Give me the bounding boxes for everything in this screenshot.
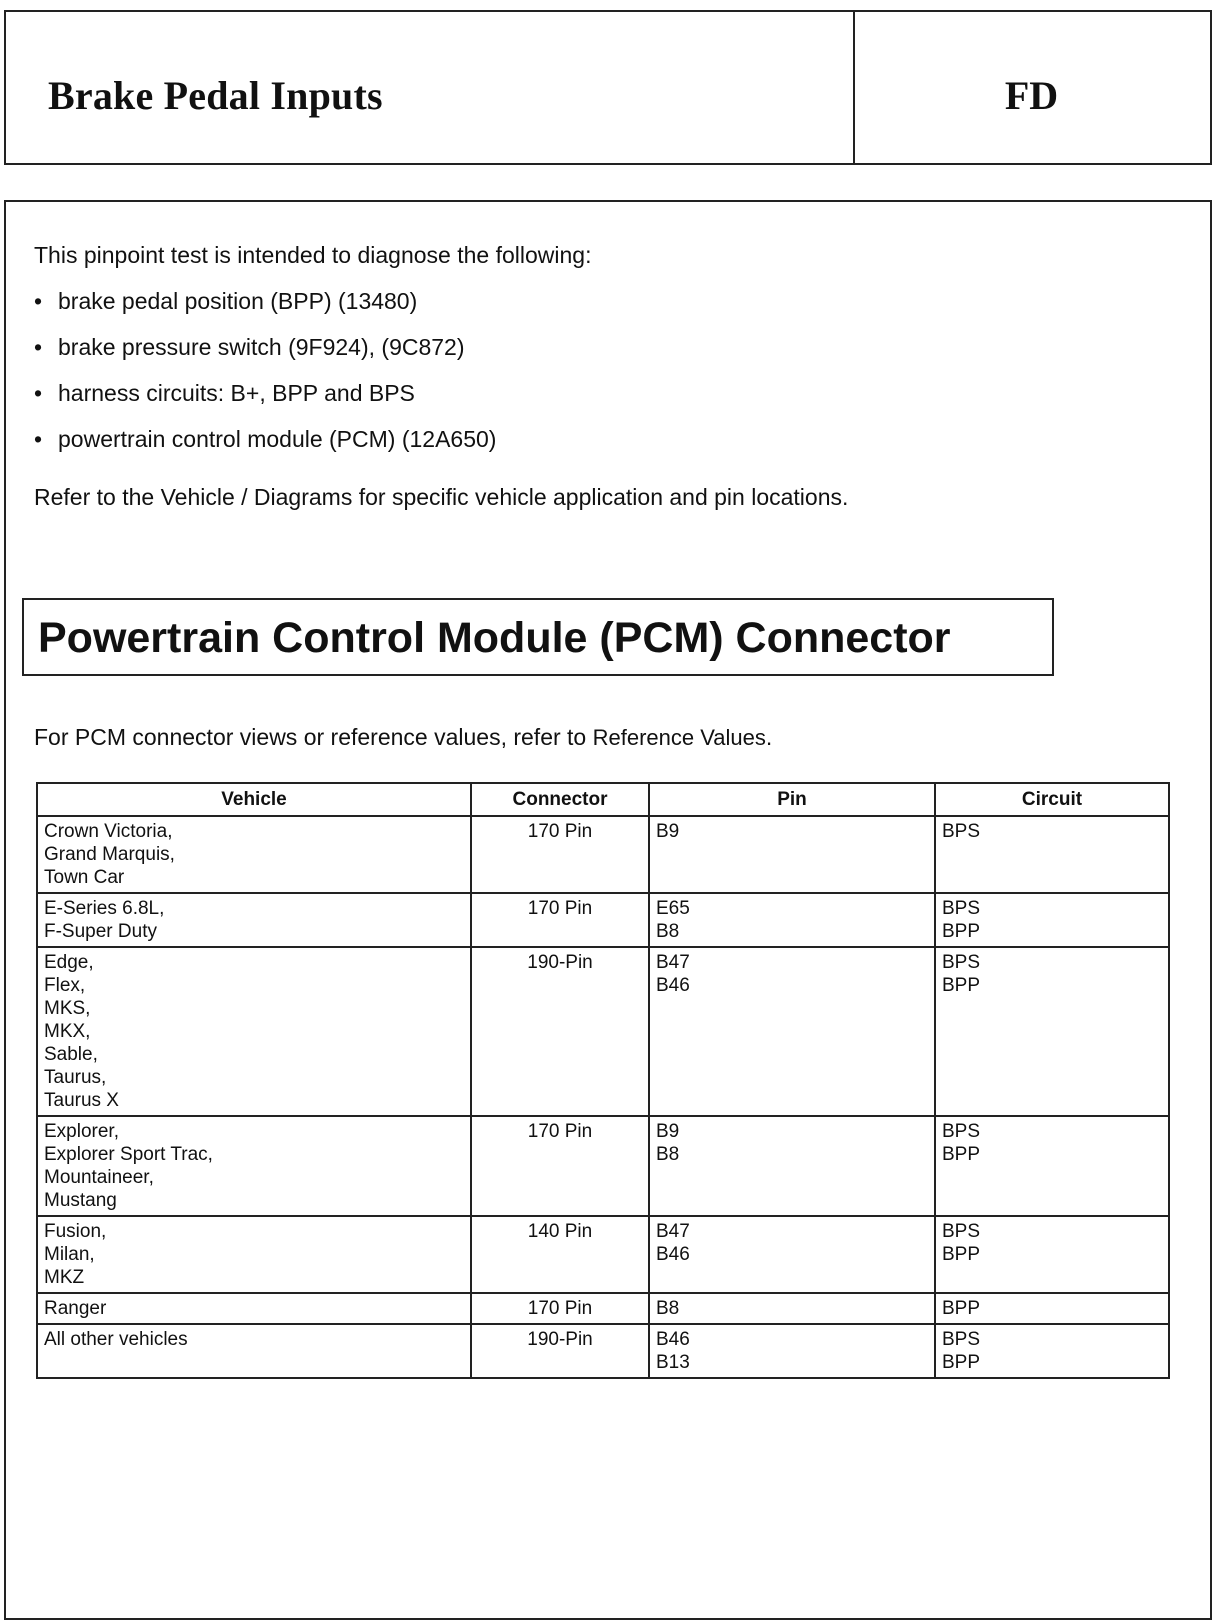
cell-pin (649, 1293, 935, 1324)
cell-line: Taurus X (44, 1090, 119, 1111)
cell-line: BPP (942, 975, 981, 996)
cell-connector: 170 Pin (471, 893, 649, 947)
cell-line: E-Series 6.8L, (44, 898, 165, 919)
page-title: Brake Pedal Inputs (48, 73, 383, 118)
bullet-icon: • (34, 426, 43, 452)
cell-circuit (935, 1293, 1169, 1324)
section-heading (22, 598, 1054, 676)
column-header-pin: Pin (649, 783, 935, 816)
cell-connector: 140 Pin (471, 1216, 649, 1293)
bullet-icon: • (34, 380, 43, 406)
bullet-icon: • (34, 288, 43, 314)
cell-line: E65 (656, 898, 690, 919)
cell-line: B8 (656, 1144, 680, 1165)
cell-circuit (935, 893, 1169, 947)
cell-line: B47 (656, 1221, 690, 1242)
cell-line: Edge, (44, 952, 94, 973)
cell-vehicle (37, 816, 471, 893)
cell-line: Mustang (44, 1190, 117, 1211)
cell-line: BPS (942, 952, 981, 973)
pcm-note: For PCM connector views or reference values, refer to Reference Values. (34, 724, 773, 750)
cell-pin (649, 816, 935, 893)
cell-circuit (935, 1116, 1169, 1216)
cell-vehicle (37, 1216, 471, 1293)
cell-line: B9 (656, 1121, 680, 1142)
column-header-circuit: Circuit (935, 783, 1169, 816)
content-box (4, 200, 1212, 1620)
refer-text: Refer to the Vehicle / Diagrams for specific vehicle application and pin locations. (34, 484, 849, 510)
cell-line: F-Super Duty (44, 921, 157, 942)
cell-circuit (935, 1216, 1169, 1293)
cell-pin (649, 893, 935, 947)
cell-connector: 190-Pin (471, 947, 649, 1116)
cell-connector: 190-Pin (471, 1324, 649, 1378)
cell-pin (649, 1324, 935, 1378)
cell-line: B46 (656, 1329, 690, 1350)
cell-line: BPP (942, 1352, 981, 1373)
cell-line: Taurus, (44, 1067, 107, 1088)
cell-line: BPP (942, 1144, 981, 1165)
list-item: • brake pressure switch (9F924), (9C872) (34, 334, 465, 360)
cell-line: BPP (942, 1244, 981, 1265)
cell-circuit (935, 1324, 1169, 1378)
list-item: • harness circuits: B+, BPP and BPS (34, 380, 415, 406)
cell-line: Fusion, (44, 1221, 107, 1242)
cell-line: Ranger (44, 1298, 107, 1319)
cell-vehicle (37, 1293, 471, 1324)
table-row (37, 816, 1169, 893)
cell-line: Grand Marquis, (44, 844, 175, 865)
cell-pin (649, 1216, 935, 1293)
cell-line: B8 (656, 1298, 680, 1319)
header-box (4, 10, 1212, 165)
table-row (37, 1324, 1169, 1378)
cell-line: B9 (656, 821, 680, 842)
cell-pin (649, 947, 935, 1116)
cell-line: BPP (942, 1298, 981, 1319)
cell-line: B13 (656, 1352, 690, 1373)
cell-line: MKZ (44, 1267, 85, 1288)
list-item: • powertrain control module (PCM) (12A650) (34, 426, 497, 452)
cell-line: BPS (942, 821, 981, 842)
table-row (37, 893, 1169, 947)
cell-line: Crown Victoria, (44, 821, 173, 842)
cell-connector: 170 Pin (471, 1293, 649, 1324)
cell-line: Explorer Sport Trac, (44, 1144, 213, 1165)
cell-pin (649, 1116, 935, 1216)
table-row (37, 1216, 1169, 1293)
table-row (37, 1116, 1169, 1216)
intro-text: This pinpoint test is intended to diagnose the following: (34, 242, 592, 268)
cell-line: BPS (942, 1329, 981, 1350)
cell-line: BPP (942, 921, 981, 942)
cell-connector: 170 Pin (471, 1116, 649, 1216)
section-heading-text: Powertrain Control Module (PCM) Connector (38, 614, 951, 662)
cell-line: All other vehicles (44, 1329, 188, 1350)
cell-vehicle (37, 893, 471, 947)
cell-line: Milan, (44, 1244, 95, 1265)
cell-line: B8 (656, 921, 680, 942)
reference-values-link[interactable]: Reference Values (592, 725, 766, 750)
cell-line: Town Car (44, 867, 125, 888)
section-code: FD (1004, 73, 1059, 118)
cell-line: BPS (942, 898, 981, 919)
cell-connector: 170 Pin (471, 816, 649, 893)
cell-line: MKS, (44, 998, 91, 1019)
table-header-row (37, 783, 1169, 816)
cell-line: B47 (656, 952, 690, 973)
cell-circuit (935, 816, 1169, 893)
diagnose-list (34, 288, 496, 472)
cell-line: Flex, (44, 975, 86, 996)
cell-vehicle (37, 1116, 471, 1216)
bullet-icon: • (34, 334, 43, 360)
table-body (37, 816, 1169, 1378)
column-header-vehicle: Vehicle (37, 783, 471, 816)
table-row (37, 1293, 1169, 1324)
cell-line: Explorer, (44, 1121, 119, 1142)
cell-line: MKX, (44, 1021, 91, 1042)
cell-vehicle (37, 947, 471, 1116)
cell-line: BPS (942, 1121, 981, 1142)
vehicle-diagrams-link[interactable]: Vehicle / Diagrams (160, 484, 353, 510)
list-item: • brake pedal position (BPP) (13480) (34, 288, 418, 314)
cell-vehicle (37, 1324, 471, 1378)
cell-line: B46 (656, 1244, 690, 1265)
pcm-connector-table (36, 782, 1170, 1379)
cell-line: BPS (942, 1221, 981, 1242)
cell-line: Sable, (44, 1044, 98, 1065)
table-row (37, 947, 1169, 1116)
column-header-connector: Connector (471, 783, 649, 816)
cell-line: B46 (656, 975, 690, 996)
cell-line: Mountaineer, (44, 1167, 154, 1188)
cell-circuit (935, 947, 1169, 1116)
